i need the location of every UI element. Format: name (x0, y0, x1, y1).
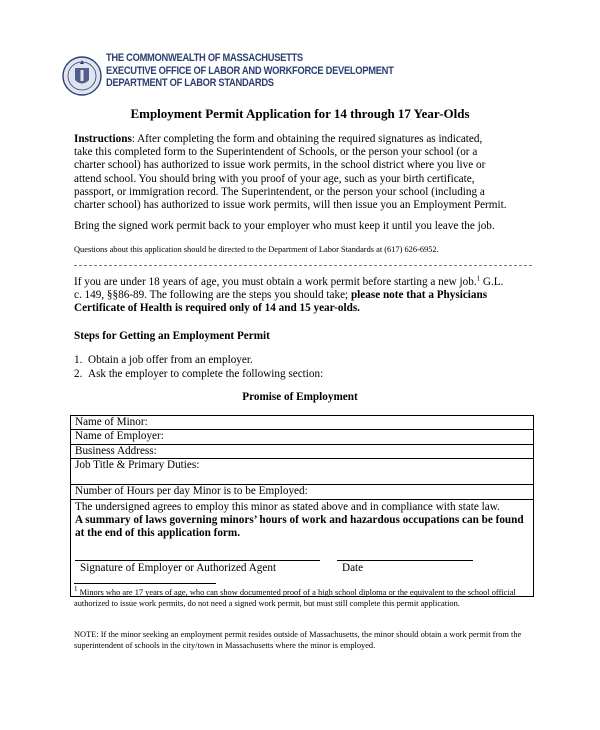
step-text: Ask the employer to complete the following section: (88, 367, 324, 380)
agreement-text: The undersigned agrees to employ this minor as stated above and in compliance with state law. (75, 500, 500, 513)
bring-back-text: Bring the signed work permit back to your employer who must keep it until you leave the job. (74, 220, 495, 232)
promise-title: Promise of Employment (242, 391, 358, 403)
name-of-minor-field[interactable]: Name of Minor: (71, 416, 533, 430)
note-text: NOTE: If the minor seeking an employment permit resides outside of Massachusetts, the minor should obtain a work permit from the superintendent of schools in the city/town in Massachusetts where the minor is employed. (74, 630, 522, 650)
date-line[interactable] (337, 560, 473, 561)
questions-text: Questions about this application should be directed to the Department of Labor Standards at (617) 626-6952. (74, 245, 439, 254)
footnote-rule (74, 583, 216, 584)
hours-per-day-field[interactable]: Number of Hours per day Minor is to be Employed: (71, 485, 533, 499)
footnote-first: Minors who are 17 years of age, who can show documented proof of a high school diploma or the equivalent to the (77, 588, 466, 597)
instructions-line: : After completing the form and obtaining the required signatures as indicated, (131, 133, 483, 145)
footnote-text (74, 585, 536, 609)
signature-line[interactable] (75, 560, 320, 561)
list-item (74, 368, 534, 382)
intro-line-2-bold: please note that a Physicians (350, 289, 488, 302)
instructions-line: passport, or immigration record. The Superintendent, or the person your school (including a (74, 185, 485, 198)
steps-heading: Steps for Getting an Employment Permit (74, 330, 270, 342)
agency-line-department: DEPARTMENT OF LABOR STANDARDS (106, 77, 274, 90)
divider (74, 265, 532, 266)
massachusetts-seal-icon (62, 54, 102, 98)
agency-line-commonwealth: THE COMMONWEALTH OF MASSACHUSETTS (106, 52, 303, 64)
instructions-line: charter school) has authorized to issue work permits, will then issue you an Employment Permit. (74, 199, 507, 212)
job-title-duties-field[interactable]: Job Title & Primary Duties: (71, 459, 533, 485)
step-number: 2. (74, 367, 83, 380)
intro-line-1: If you are under 18 years of age, you must obtain a work permit before starting a new job. (74, 276, 477, 288)
instructions-label: Instructions (74, 133, 132, 145)
agency-header (106, 52, 394, 90)
page-title: Employment Permit Application for 14 through 17 Year-Olds (130, 106, 470, 121)
intro-paragraph (74, 276, 536, 316)
signature-label: Signature of Employer or Authorized Agent (80, 561, 277, 574)
promise-of-employment-form (70, 415, 534, 597)
business-address-field[interactable]: Business Address: (71, 445, 533, 459)
footnote-rest: school official authorized to issue work permits, do not need a signed work permit, but must still complete this permit application. (74, 588, 516, 608)
agreement-section (71, 500, 533, 596)
date-label: Date (342, 561, 364, 574)
intro-line-1-tail: G.L. (480, 276, 504, 288)
list-item (74, 354, 534, 368)
summary-notice: A summary of laws governing minors’ hours of work and hazardous occupations can be found at the end of this application form. (75, 513, 524, 539)
intro-line-2: c. 149, §§86-89. The following are the steps you should take; (74, 289, 351, 302)
step-text: Obtain a job offer from an employer. (88, 354, 253, 366)
footnote-ref: 1 (476, 274, 481, 283)
step-number: 1. (74, 354, 83, 366)
footnote-marker: 1 (74, 585, 78, 594)
instructions-line: attend school. You should bring with you proof of your age, such as your birth certificate, (74, 172, 475, 185)
name-of-employer-field[interactable]: Name of Employer: (71, 430, 533, 444)
instructions-line: charter school) has authorized to issue work permits, in the school district where you live or (74, 159, 486, 172)
instructions-paragraph (74, 133, 536, 212)
instructions-line: take this completed form to the Superintendent of Schools, or the person your school (or a (74, 146, 478, 159)
steps-list (74, 354, 534, 381)
agency-line-executive-office: EXECUTIVE OFFICE OF LABOR AND WORKFORCE DEVELOPMENT (106, 64, 394, 77)
intro-line-3-bold: Certificate of Health is required only of 14 and 15 year-olds. (74, 302, 360, 315)
